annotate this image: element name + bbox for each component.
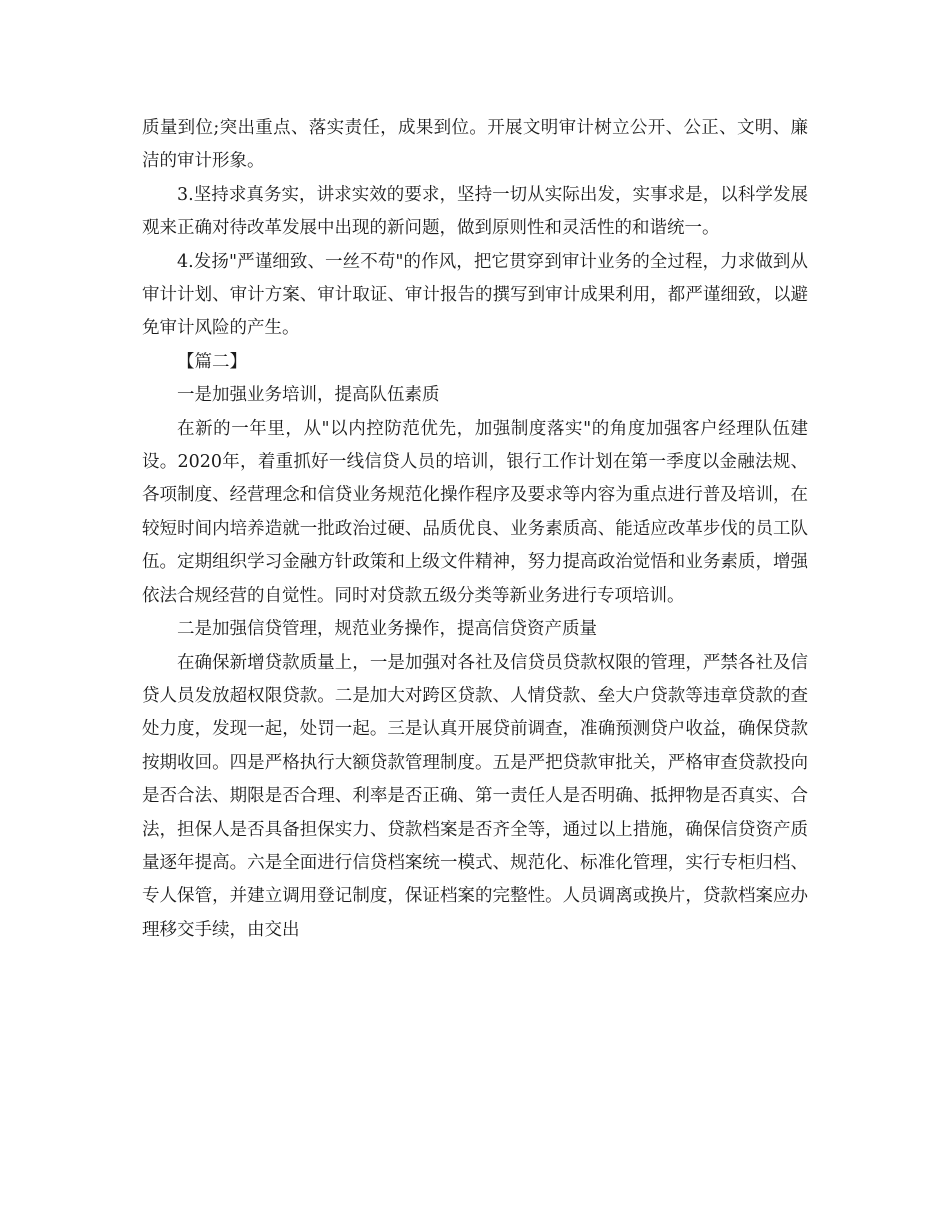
paragraph-training-details: 在新的一年里，从"以内控防范优先，加强制度落实"的角度加强客户经理队伍建设。2020年，着重抓好一线信贷人员的培训，银行工作计划在第一季度以金融法规、各项制度、经营理念和信贷业务规范化操作程序及要求等内容为重点进行普及培训，在较短时间内培养造就一批政治过硬、品质优良、业务素质高、能适应改革步伐的员工队伍。定期组织学习金融方针政策和上级文件精神，努力提高政治觉悟和业务素质，增强依法合规经营的自觉性。同时对贷款五级分类等新业务进行专项培训。 [142, 418, 808, 606]
paragraph-credit-details: 在确保新增贷款质量上，一是加强对各社及信贷员贷款权限的管理，严禁各社及信贷人员发放超权限贷款。二是加大对跨区贷款、人情贷款、垒大户贷款等违章贷款的查处力度，发现一起，处罚一起。三是认真开展贷前调查，准确预测贷户收益，确保贷款按期收回。四是严格执行大额贷款管理制度。五是严把贷款审批关，严格审查贷款投向是否合法、期限是否合理、利率是否正确、第一责任人是否明确、抵押物是否真实、合法，担保人是否具备担保实力、贷款档案是否齐全等，通过以上措施，确保信贷资产质量逐年提高。六是全面进行信贷档案统一模式、规范化、标准化管理，实行专柜归档、专人保管，并建立调用登记制度，保证档案的完整性。人员调离或换片，贷款档案应办理移交手续，由交出 [142, 652, 808, 940]
document-page [142, 112, 808, 947]
paragraph-point-3: 3.坚持求真务实，讲求实效的要求，坚持一切从实际出发，实事求是，以科学发展观来正确对待改革发展中出现的新问题，做到原则性和灵活性的和谐统一。 [142, 184, 808, 239]
paragraph-point-4: 4.发扬"严谨细致、一丝不苟"的作风，把它贯穿到审计业务的全过程，力求做到从审计计划、审计方案、审计取证、审计报告的撰写到审计成果利用，都严谨细致，以避免审计风险的产生。 [142, 251, 808, 339]
subheading-business-training: 一是加强业务培训，提高队伍素质 [177, 385, 440, 406]
section-heading-part-2: 【篇二】 [177, 351, 247, 372]
paragraph-audit-quality-continued: 质量到位;突出重点、落实责任，成果到位。开展文明审计树立公开、公正、文明、廉洁的审计形象。 [142, 118, 808, 172]
subheading-credit-management: 二是加强信贷管理，规范业务操作，提高信贷资产质量 [177, 619, 597, 640]
